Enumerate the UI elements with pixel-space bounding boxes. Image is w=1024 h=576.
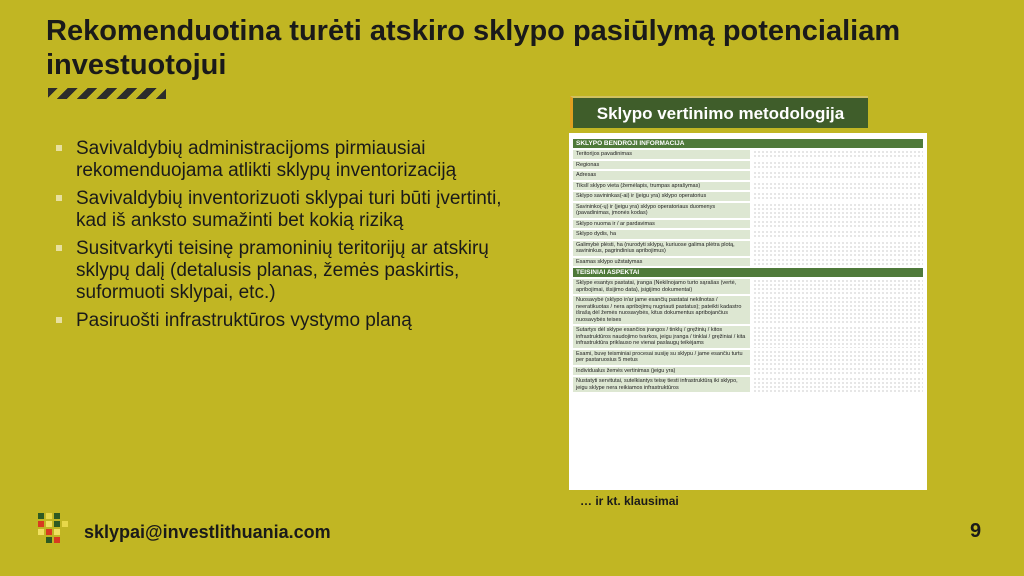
form-row (573, 192, 923, 201)
form-row-label: Savininko(-ų) ir (jeigu yra) sklypo operatoriaus duomenys (pavadinimas, įmonės kodas) (573, 203, 750, 218)
bullet-marker-icon (56, 317, 62, 323)
form-row-value (753, 230, 923, 239)
form-row-value (753, 258, 923, 267)
form-row (573, 350, 923, 365)
form-row-value (753, 192, 923, 201)
bullet-item: Susitvarkyti teisinę pramoninių teritorijų ar atskirų sklypų dalį (detalusis planas, žemės paskirtis, suformuoti sklypai, etc.) (56, 238, 526, 304)
invest-lithuania-logo-icon (38, 513, 68, 547)
form-row-value (753, 220, 923, 229)
form-row-label: Nustatyti servitutai, sutelkiantys teisę tiesti infrastruktūrą iki sklypo, jeigu sklype nera reikiamos infrastruktūros (573, 377, 750, 392)
form-row (573, 230, 923, 239)
bullet-marker-icon (56, 195, 62, 201)
form-row-label: Sutartys dėl sklype esančios įrangos / tinklų / gręžinių / kitos infrastruktūros naudojimo tvarkos, jeigu įranga / tinklai / gręžiniai / kita infrastruktūra priklauso ne vienai paslaugų teikėjams (573, 326, 750, 348)
form-row (573, 377, 923, 392)
form-row (573, 241, 923, 256)
bullet-item: Savivaldybių administracijoms pirmiausiai rekomenduojama atlikti sklypų inventorizaciją (56, 138, 526, 182)
form-row (573, 220, 923, 229)
slide-title: Rekomenduotina turėti atskiro sklypo pasiūlymą potencialiam investuotojui (46, 15, 901, 81)
form-row-value (753, 171, 923, 180)
methodology-badge: Sklypo vertinimo metodologija (570, 96, 868, 128)
form-row-label: Sklype esantys pastatai, įranga (Nekilnojamo turto sąrašas (vertė, apribojimai, išsijimo data), įsigijimo dokumentai) (573, 279, 750, 294)
contact-email[interactable]: sklypai@investlithuania.com (84, 522, 331, 542)
form-row-label: Esamas sklypo užstatymas (573, 258, 750, 267)
form-row (573, 367, 923, 376)
form-row-label: Sklypo savininkas(-ai) ir (jeigu yra) sklypo operatorius (573, 192, 750, 201)
bullet-marker-icon (56, 245, 62, 251)
form-row-label: Galimybė plėsti, ha (nurodyti sklypų, kuriuose galima plėtra plotą, savininkus, pagrindinius apribojimus) (573, 241, 750, 256)
form-row-value (753, 150, 923, 159)
form-row-value (753, 367, 923, 376)
form-row (573, 161, 923, 170)
form-section-header: SKLYPO BENDROJI INFORMACIJA (573, 139, 923, 148)
form-row-value (753, 241, 923, 256)
form-row-value (753, 296, 923, 324)
form-row-value (753, 161, 923, 170)
form-row-value (753, 203, 923, 218)
form-row-value (753, 326, 923, 348)
form-row (573, 326, 923, 348)
form-row-value (753, 182, 923, 191)
form-row (573, 279, 923, 294)
page-number: 9 (970, 520, 982, 542)
form-row-label: Sklypo dydis, ha (573, 230, 750, 239)
form-row-value (753, 377, 923, 392)
title-decoration-stripe (48, 88, 166, 99)
bullet-marker-icon (56, 145, 62, 151)
form-row-label: Sklypo nuoma ir / ar pardavimas (573, 220, 750, 229)
bullet-item: Savivaldybių inventorizuoti sklypai turi būti įvertinti, kad iš anksto sumažinti bet kokią riziką (56, 188, 526, 232)
form-row (573, 258, 923, 267)
form-row-value (753, 279, 923, 294)
form-row-label: Adresas (573, 171, 750, 180)
bullet-item: Pasiruošti infrastruktūros vystymo planą (56, 310, 526, 332)
form-row (573, 150, 923, 159)
bullet-list (56, 138, 526, 338)
form-row-label: Teritorijos pavadinimas (573, 150, 750, 159)
form-row-label: Individualus žemės vertinimas (jeigu yra) (573, 367, 750, 376)
form-section-header: TEISINIAI ASPEKTAI (573, 268, 923, 277)
form-row (573, 171, 923, 180)
assessment-form-image (569, 133, 927, 490)
form-row-label: Tikslī sklypo vieta (žemėlapis, trumpas aprašymas) (573, 182, 750, 191)
form-row-label: Esami, buvę teisminiai procesai susiję su sklypu / jame esančiu turtu per pastaruosius 5 metus (573, 350, 750, 365)
form-row (573, 182, 923, 191)
more-questions-note: … ir kt. klausimai (580, 494, 679, 508)
form-row-label: Nuosavybė (sklypo ir/ar jame esančių pastatai nekilnotas / neeratikuotas / nera apribojimų nugriauti pastatus); pateikti kadastro išrašą dėl žemės nuosavybės, kitus dokumentus apribojančius nuosavybės teises (573, 296, 750, 324)
form-row-value (753, 350, 923, 365)
form-row (573, 296, 923, 324)
form-row (573, 203, 923, 218)
form-row-label: Regionas (573, 161, 750, 170)
